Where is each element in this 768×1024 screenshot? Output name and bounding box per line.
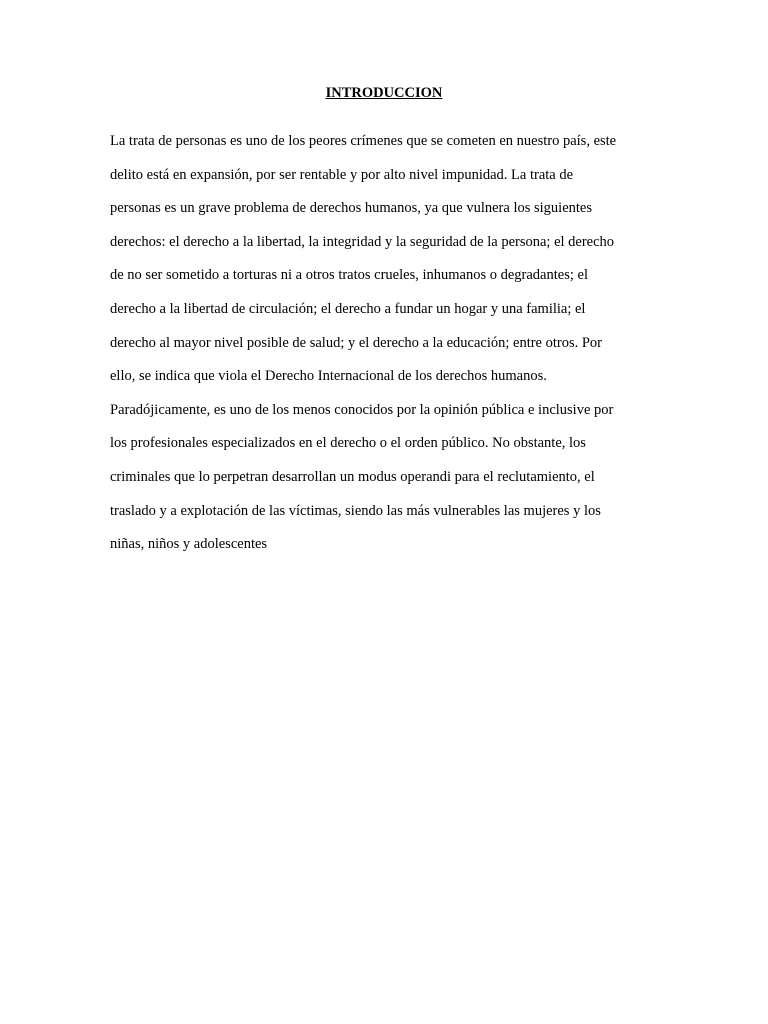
paragraph-line: traslado y a explotación de las víctimas, siendo las más vulnerables las mujeres y los xyxy=(110,502,601,519)
paragraph-line: de no ser sometido a torturas ni a otros tratos crueles, inhumanos o degradantes; el xyxy=(110,267,588,284)
paragraph-line: los profesionales especializados en el derecho o el orden público. No obstante, los xyxy=(110,435,586,452)
paragraph-line: personas es un grave problema de derechos humanos, ya que vulnera los siguientes xyxy=(110,200,592,217)
paragraph-line: derechos: el derecho a la libertad, la integridad y la seguridad de la persona; el derecho xyxy=(110,233,615,250)
paragraph-line: derecho al mayor nivel posible de salud; y el derecho a la educación; entre otros. Por xyxy=(110,334,603,351)
paragraph-line: niñas, niños y adolescentes xyxy=(110,536,268,553)
document-title: INTRODUCCION xyxy=(325,85,443,101)
paragraph-line: criminales que lo perpetran desarrollan un modus operandi para el reclutamiento, el xyxy=(110,468,595,485)
paragraph-line: derecho a la libertad de circulación; el derecho a fundar un hogar y una familia; el xyxy=(110,300,586,317)
paragraph-line: La trata de personas es uno de los peores crímenes que se cometen en nuestro país, este xyxy=(110,133,617,149)
paragraph-line: ello, se indica que viola el Derecho Internacional de los derechos humanos. xyxy=(110,368,547,385)
paragraph-line: delito está en expansión, por ser rentable y por alto nivel impunidad. La trata de xyxy=(110,166,574,183)
document-paragraph xyxy=(110,125,670,562)
paragraph-line: Paradójicamente, es uno de los menos conocidos por la opinión pública e inclusive por xyxy=(110,401,614,418)
